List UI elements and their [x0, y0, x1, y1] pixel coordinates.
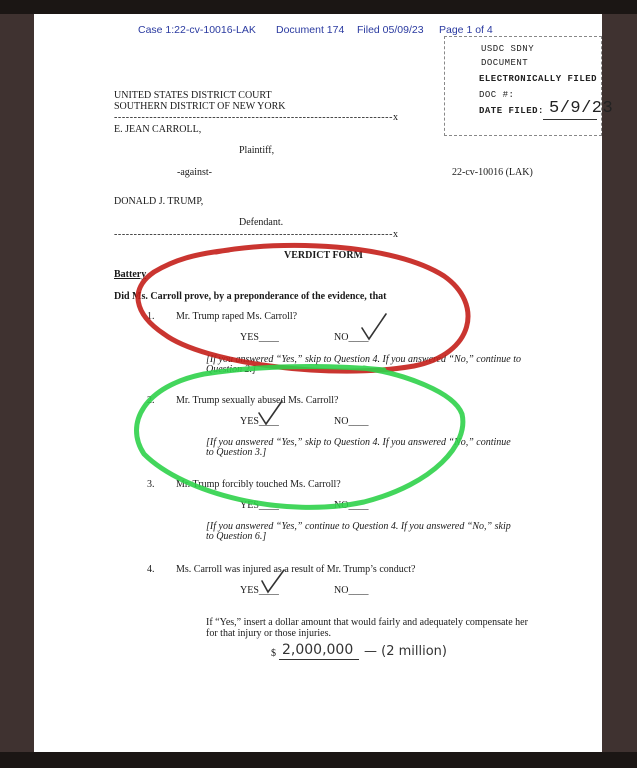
amount-handwritten: 2,000,000 — [282, 642, 354, 658]
section-battery: Battery — [114, 269, 147, 280]
markup-overlay — [34, 14, 602, 752]
case-number: 22-cv-10016 (LAK) — [452, 167, 533, 178]
stamp-date-handwritten: 5/9/23 — [549, 99, 614, 118]
q1-instruction-1: [If you answered “Yes,” skip to Question 4. If you answered “No,” continue to — [206, 354, 521, 365]
q1-text: Mr. Trump raped Ms. Carroll? — [176, 311, 298, 322]
q3-text: Mr. Trump forcibly touched Ms. Carroll? — [176, 479, 341, 490]
red-circle-marker — [138, 245, 468, 371]
q2-text: Mr. Trump sexually abused Ms. Carroll? — [176, 395, 339, 406]
q3-instruction-2: to Question 6.] — [206, 531, 267, 542]
defendant-label: Defendant. — [239, 217, 284, 228]
q2-instruction-2: to Question 3.] — [206, 447, 267, 458]
stamp-line5: DATE FILED: — [479, 106, 544, 116]
q2-instruction-1: [If you answered “Yes,” skip to Question 4. If you answered “No,” continue — [206, 437, 511, 448]
q3-no: NO____ — [334, 500, 369, 511]
plaintiff-name: E. JEAN CARROLL, — [114, 124, 202, 135]
plaintiff-label: Plaintiff, — [239, 145, 275, 156]
q4-no: NO____ — [334, 585, 369, 596]
damages-line2: for that injury or those injuries. — [206, 628, 331, 639]
q4-number: 4. — [147, 564, 155, 575]
court-line1: UNITED STATES DISTRICT COURT — [114, 90, 272, 101]
q4-text: Ms. Carroll was injured as a result of Mr. Trump’s conduct? — [176, 564, 416, 575]
court-line2: SOUTHERN DISTRICT OF NEW YORK — [114, 101, 286, 112]
q3-number: 3. — [147, 479, 155, 490]
header-case: Case 1:22-cv-10016-LAK — [138, 24, 256, 36]
stamp-line4: DOC #: — [479, 90, 515, 100]
q2-number: 2. — [147, 395, 155, 406]
q1-instruction-2: Question 2.] — [206, 364, 256, 375]
caption-dashes-top: -----------------------------------------------------------------------x — [114, 112, 399, 123]
q2-yes-checkmark — [259, 401, 282, 424]
q4-yes: YES____ — [240, 585, 279, 596]
q2-yes: YES____ — [240, 416, 279, 427]
header-page: Page 1 of 4 — [439, 24, 493, 36]
q1-no: NO____ — [334, 332, 369, 343]
dollar-sign: $ — [271, 648, 276, 659]
top-bar — [0, 0, 637, 14]
q2-no: NO____ — [334, 416, 369, 427]
q4-yes-checkmark — [262, 570, 284, 592]
q3-instruction-1: [If you answered “Yes,” continue to Question 4. If you answered “No,” skip — [206, 521, 511, 532]
document-page — [34, 14, 614, 752]
q1-number: 1. — [147, 311, 155, 322]
header-filed: Filed 05/09/23 — [357, 24, 424, 36]
form-title: VERDICT FORM — [284, 250, 363, 261]
caption-dashes-bottom: -----------------------------------------------------------------------x — [114, 229, 399, 240]
stamp-line2: DOCUMENT — [481, 58, 529, 68]
stamp-line1: USDC SDNY — [481, 44, 535, 54]
bottom-bar — [0, 752, 637, 768]
header-document: Document 174 — [276, 24, 345, 36]
q3-yes: YES____ — [240, 500, 279, 511]
green-circle-marker — [137, 367, 463, 508]
q1-yes: YES____ — [240, 332, 279, 343]
against-label: -against- — [177, 167, 212, 178]
defendant-name: DONALD J. TRUMP, — [114, 196, 204, 207]
form-intro: Did Ms. Carroll prove, by a preponderance of the evidence, that — [114, 291, 387, 302]
q1-no-checkmark — [362, 314, 386, 339]
damages-line1: If “Yes,” insert a dollar amount that would fairly and adequately compensate her — [206, 617, 528, 628]
amount-note: — (2 million) — [364, 644, 447, 659]
stamp-line3: ELECTRONICALLY FILED — [479, 74, 598, 84]
